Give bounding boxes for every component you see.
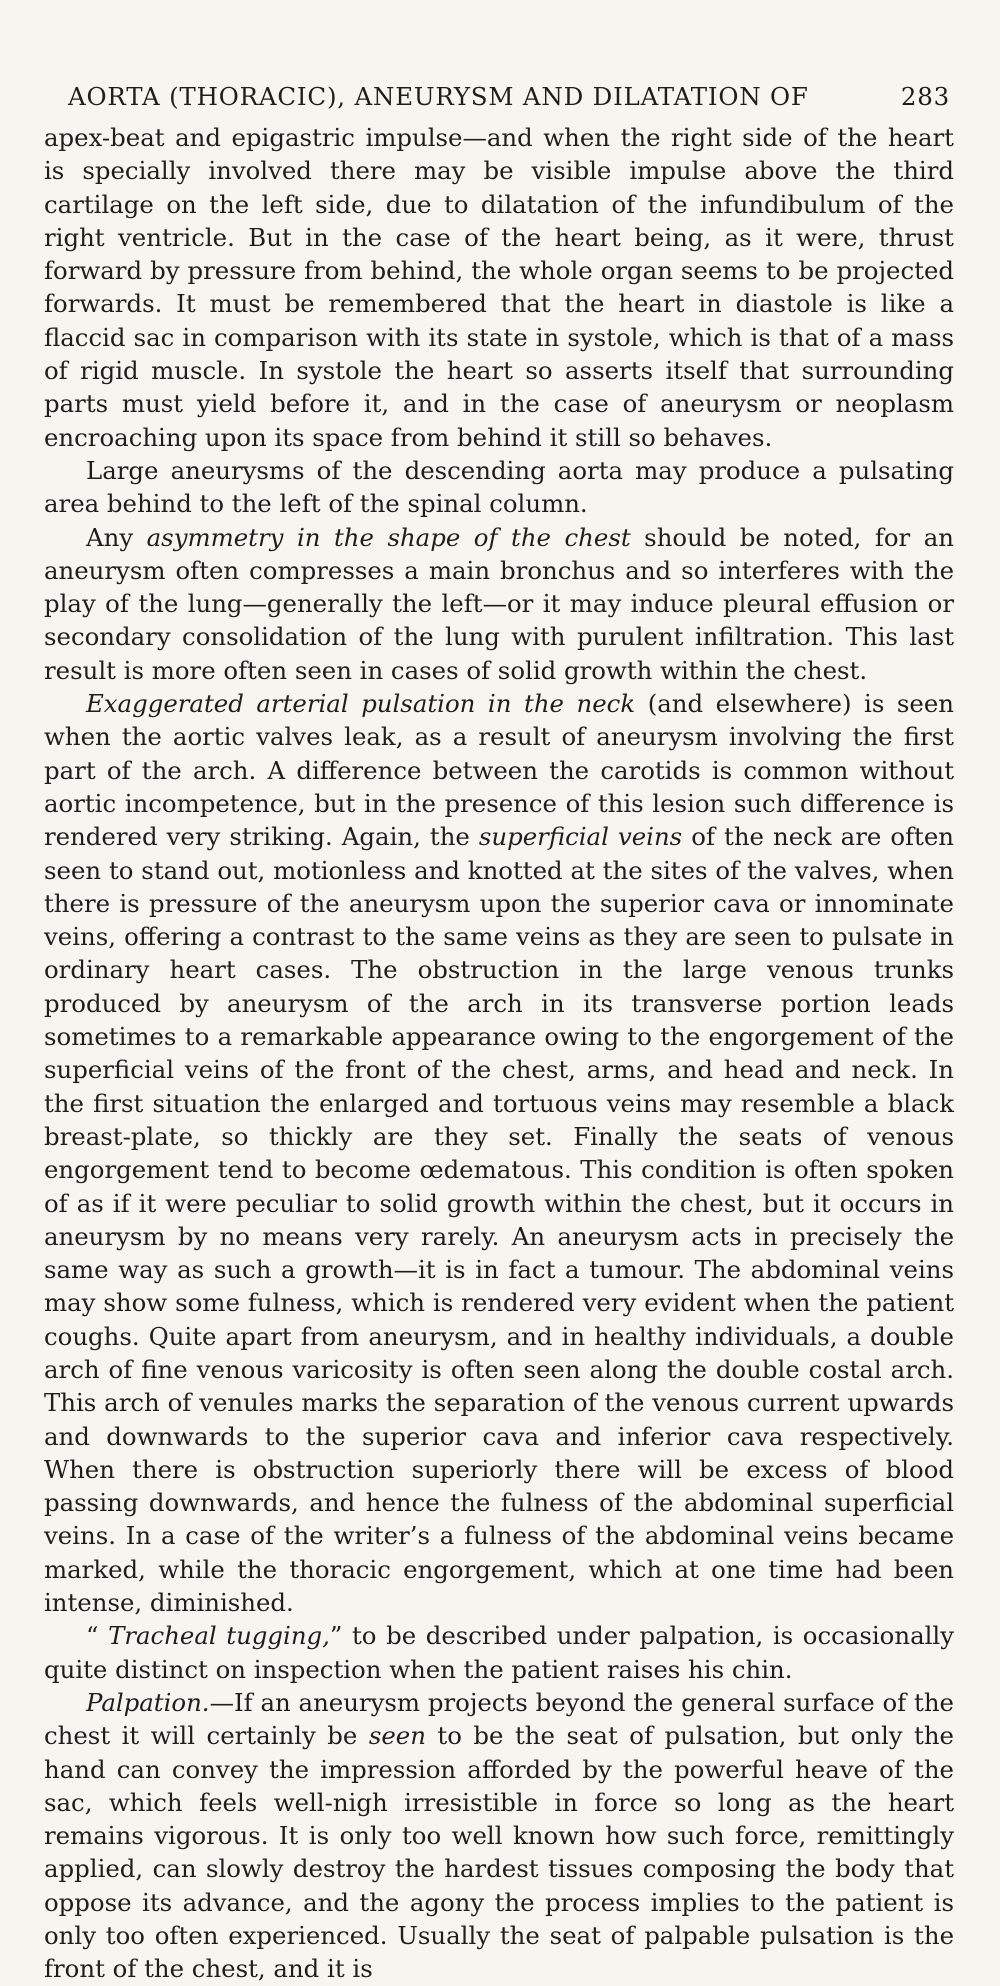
paragraph-text-mid: (and elsewhere) is seen when the aortic valves leak, as a result of aneurysm involving the first part of the arch. A difference between the carotids is common without aortic incompetence, but in the presence of this lesion such difference is rendered very striking. Again, the bbox=[44, 689, 955, 852]
paragraph-text-post: of the neck are often seen to stand out, motionless and knotted at the sites of the valves, when there is pressure of the aneurysm upon the superior cava or innominate veins, offering a contrast to the same veins as they are seen to pulsate in ordinary heart cases. The obstruction in the large venous trunks produced by aneurysm of the arch in its transverse portion leads sometimes to a remarkable appearance owing to the engorgement of the superficial veins of the front of the chest, arms, and head and neck. In the first situation the enlarged and tortuous veins may resemble a black breast-plate, so thickly are they set. Finally the seats of venous engorgement tend to become œdematous. This condition is often spoken of as if it were peculiar to solid growth within the chest, but it occurs in aneurysm by no means very rarely. An aneurysm acts in precisely the same way as such a growth—it is in fact a tumour. The abdominal veins may show some fulness, which is rendered very evident when the patient coughs. Quite apart from aneurysm, and in healthy individuals, a double arch of fine venous varicosity is often seen along the double costal arch. This arch of venules marks the separation of the venous current upwards and downwards to the superior cava and inferior cava respectively. When there is obstruction superiorly there will be excess of blood passing downwards, and hence the fulness of the abdominal superficial veins. In a case of the writer’s a fulness of the abdominal veins became marked, while the thoracic engorgement, which at one time had been intense, diminished. bbox=[44, 822, 955, 1618]
italic-term: Exaggerated arterial pulsation in the neck bbox=[86, 689, 636, 719]
paragraph bbox=[44, 687, 954, 1619]
running-title: AORTA (THORACIC), ANEURYSM AND DILATATION OF bbox=[68, 82, 809, 111]
paragraph-text-post: ” to be described under palpation, is occasionally quite distinct on inspection when the patient raises his chin. bbox=[44, 1621, 954, 1684]
italic-term: asymmetry in the shape of the chest bbox=[146, 522, 631, 552]
italic-term: superficial veins bbox=[478, 822, 683, 852]
paragraph-text: Large aneurysms of the descending aorta may produce a pulsating area behind to the left of the spinal column. bbox=[44, 455, 954, 519]
paragraph bbox=[44, 454, 954, 521]
page-number: 283 bbox=[900, 82, 950, 111]
paragraph-text-pre: Any bbox=[86, 522, 147, 552]
italic-term: Tracheal tugging, bbox=[108, 1621, 330, 1651]
paragraph-text-post: should be noted, for an aneurysm often compresses a main bronchus and so interferes with the play of the lung—generally the left—or it may induce pleural effusion or secondary consolidation of the lung with purulent infiltration. This last result is more often seen in cases of solid growth within the chest. bbox=[44, 522, 954, 685]
paragraph-continued bbox=[44, 121, 954, 454]
paragraph-text-post: to be the seat of pulsation, but only the hand can convey the impression afforded by the powerful heave of the sac, which feels well-nigh irresistible in force so long as the heart remains vigorous. It is only too well known how such force, remittingly applied, can slowly destroy the hardest tissues composing the body that oppose its advance, and the agony the process implies to the patient is only too often experienced. Usually the seat of palpable pulsation is the front of the chest, and it is bbox=[44, 1721, 954, 1984]
paragraph bbox=[44, 1686, 954, 1986]
running-header bbox=[68, 82, 950, 111]
italic-term: seen bbox=[368, 1721, 426, 1751]
section-heading-italic: Palpation. bbox=[86, 1687, 210, 1717]
body-text bbox=[44, 121, 954, 1986]
paragraph-text-mid: —If an aneurysm projects beyond the general surface of the chest it will certainly be bbox=[44, 1687, 954, 1751]
paragraph-text: apex-beat and epigastric impulse—and when the right side of the heart is specially involved there may be visible impulse above the third cartilage on the left side, due to dilatation of the infundibulum of the right ventricle. But in the case of the heart being, as it were, thrust forward by pressure from behind, the whole organ seems to be projected forwards. It must be remembered that the heart in diastole is like a flaccid sac in comparison with its state in systole, which is that of a mass of rigid muscle. In systole the heart so asserts itself that surrounding parts must yield before it, and in the case of aneurysm or neoplasm encroaching upon its space from behind it still so behaves. bbox=[44, 123, 954, 452]
paragraph-text-pre: “ bbox=[86, 1621, 109, 1651]
paragraph bbox=[44, 521, 954, 687]
paragraph bbox=[44, 1619, 954, 1686]
